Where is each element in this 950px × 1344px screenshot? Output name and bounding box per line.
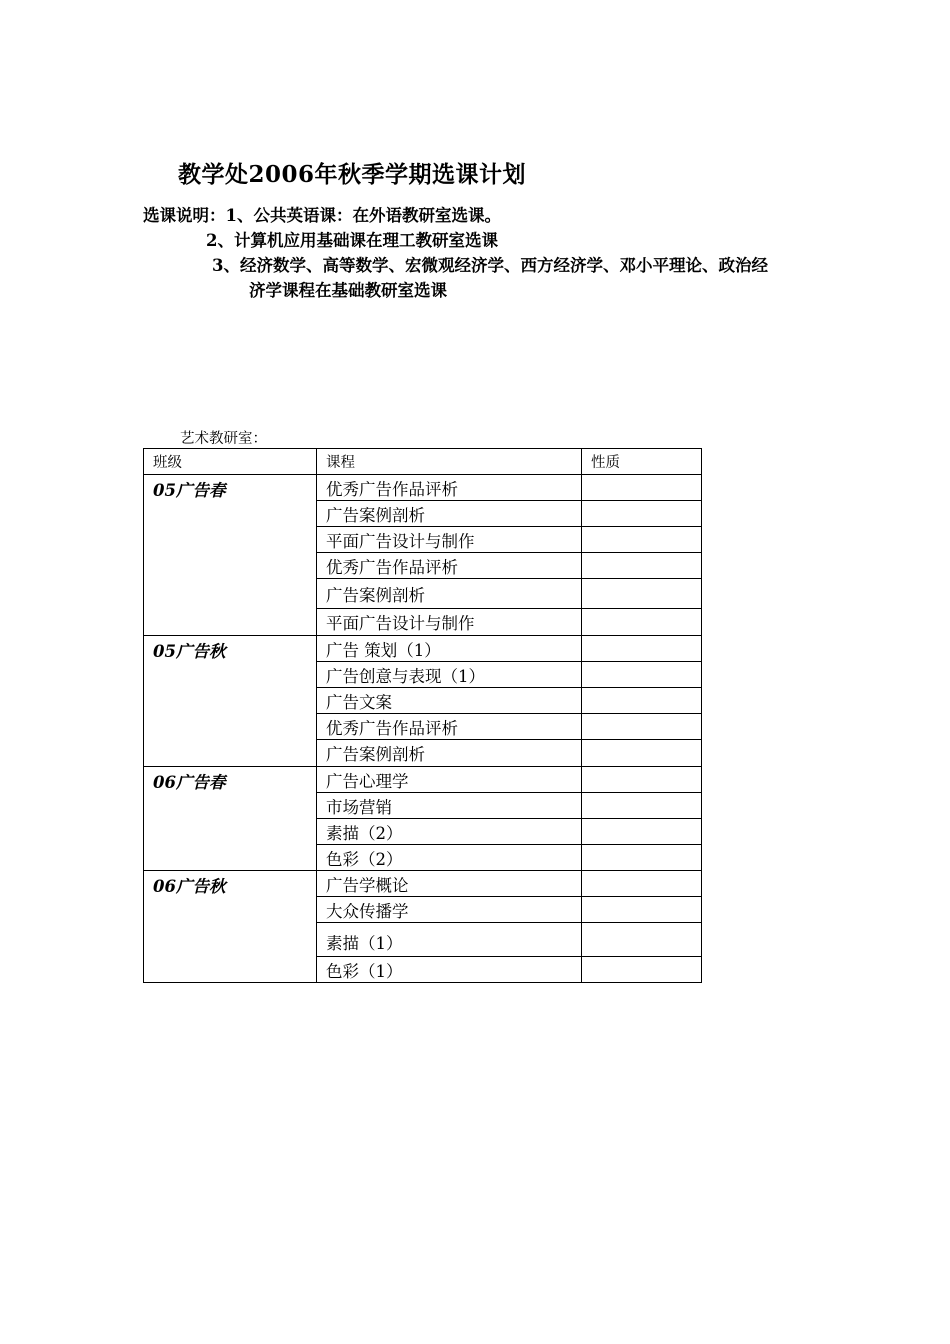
course-cell: 优秀广告作品评析 xyxy=(317,475,582,501)
nature-cell xyxy=(582,553,702,579)
course-cell: 广告 策划（1） xyxy=(317,636,582,662)
nature-cell xyxy=(582,819,702,845)
class-cell: 05广告秋 xyxy=(144,636,317,767)
course-cell: 广告案例剖析 xyxy=(317,579,582,609)
course-cell: 广告创意与表现（1） xyxy=(317,662,582,688)
class-cell: 06广告秋 xyxy=(144,871,317,983)
nature-cell xyxy=(582,636,702,662)
course-cell: 色彩（2） xyxy=(317,845,582,871)
course-cell: 优秀广告作品评析 xyxy=(317,714,582,740)
selection-note-line-4: 济学课程在基础教研室选课 xyxy=(249,281,447,300)
course-cell: 平面广告设计与制作 xyxy=(317,609,582,636)
nature-cell xyxy=(582,871,702,897)
course-cell: 广告案例剖析 xyxy=(317,501,582,527)
course-cell: 色彩（1） xyxy=(317,957,582,983)
course-cell: 广告心理学 xyxy=(317,767,582,793)
course-cell: 广告案例剖析 xyxy=(317,740,582,767)
selection-note-line-3: 3、经济数学、高等数学、宏微观经济学、西方经济学、邓小平理论、政治经 xyxy=(212,256,768,275)
class-cell: 05广告春 xyxy=(144,475,317,636)
nature-cell xyxy=(582,897,702,923)
nature-cell xyxy=(582,793,702,819)
course-cell: 素描（2） xyxy=(317,819,582,845)
header-course: 课程 xyxy=(317,449,582,475)
table-row xyxy=(144,475,702,501)
nature-cell xyxy=(582,767,702,793)
page-title: 教学处2006年秋季学期选课计划 xyxy=(178,161,527,188)
nature-cell xyxy=(582,957,702,983)
nature-cell xyxy=(582,714,702,740)
nature-cell xyxy=(582,740,702,767)
table-row xyxy=(144,636,702,662)
nature-cell xyxy=(582,662,702,688)
nature-cell xyxy=(582,923,702,957)
section-label: 艺术教研室： xyxy=(180,431,267,447)
nature-cell xyxy=(582,475,702,501)
selection-note-line-2: 2、计算机应用基础课在理工教研室选课 xyxy=(206,231,498,250)
class-cell: 06广告春 xyxy=(144,767,317,871)
course-cell: 大众传播学 xyxy=(317,897,582,923)
course-cell: 市场营销 xyxy=(317,793,582,819)
course-cell: 广告文案 xyxy=(317,688,582,714)
header-class: 班级 xyxy=(144,449,317,475)
selection-note-line-1: 选课说明：1、公共英语课：在外语教研室选课。 xyxy=(143,206,501,225)
course-cell: 素描（1） xyxy=(317,923,582,957)
nature-cell xyxy=(582,845,702,871)
nature-cell xyxy=(582,579,702,609)
course-cell: 优秀广告作品评析 xyxy=(317,553,582,579)
table-header-row xyxy=(144,449,702,475)
nature-cell xyxy=(582,501,702,527)
table-row xyxy=(144,871,702,897)
nature-cell xyxy=(582,688,702,714)
nature-cell xyxy=(582,609,702,636)
course-table xyxy=(143,448,702,983)
header-nature: 性质 xyxy=(582,449,702,475)
course-cell: 广告学概论 xyxy=(317,871,582,897)
course-cell: 平面广告设计与制作 xyxy=(317,527,582,553)
nature-cell xyxy=(582,527,702,553)
table-row xyxy=(144,767,702,793)
